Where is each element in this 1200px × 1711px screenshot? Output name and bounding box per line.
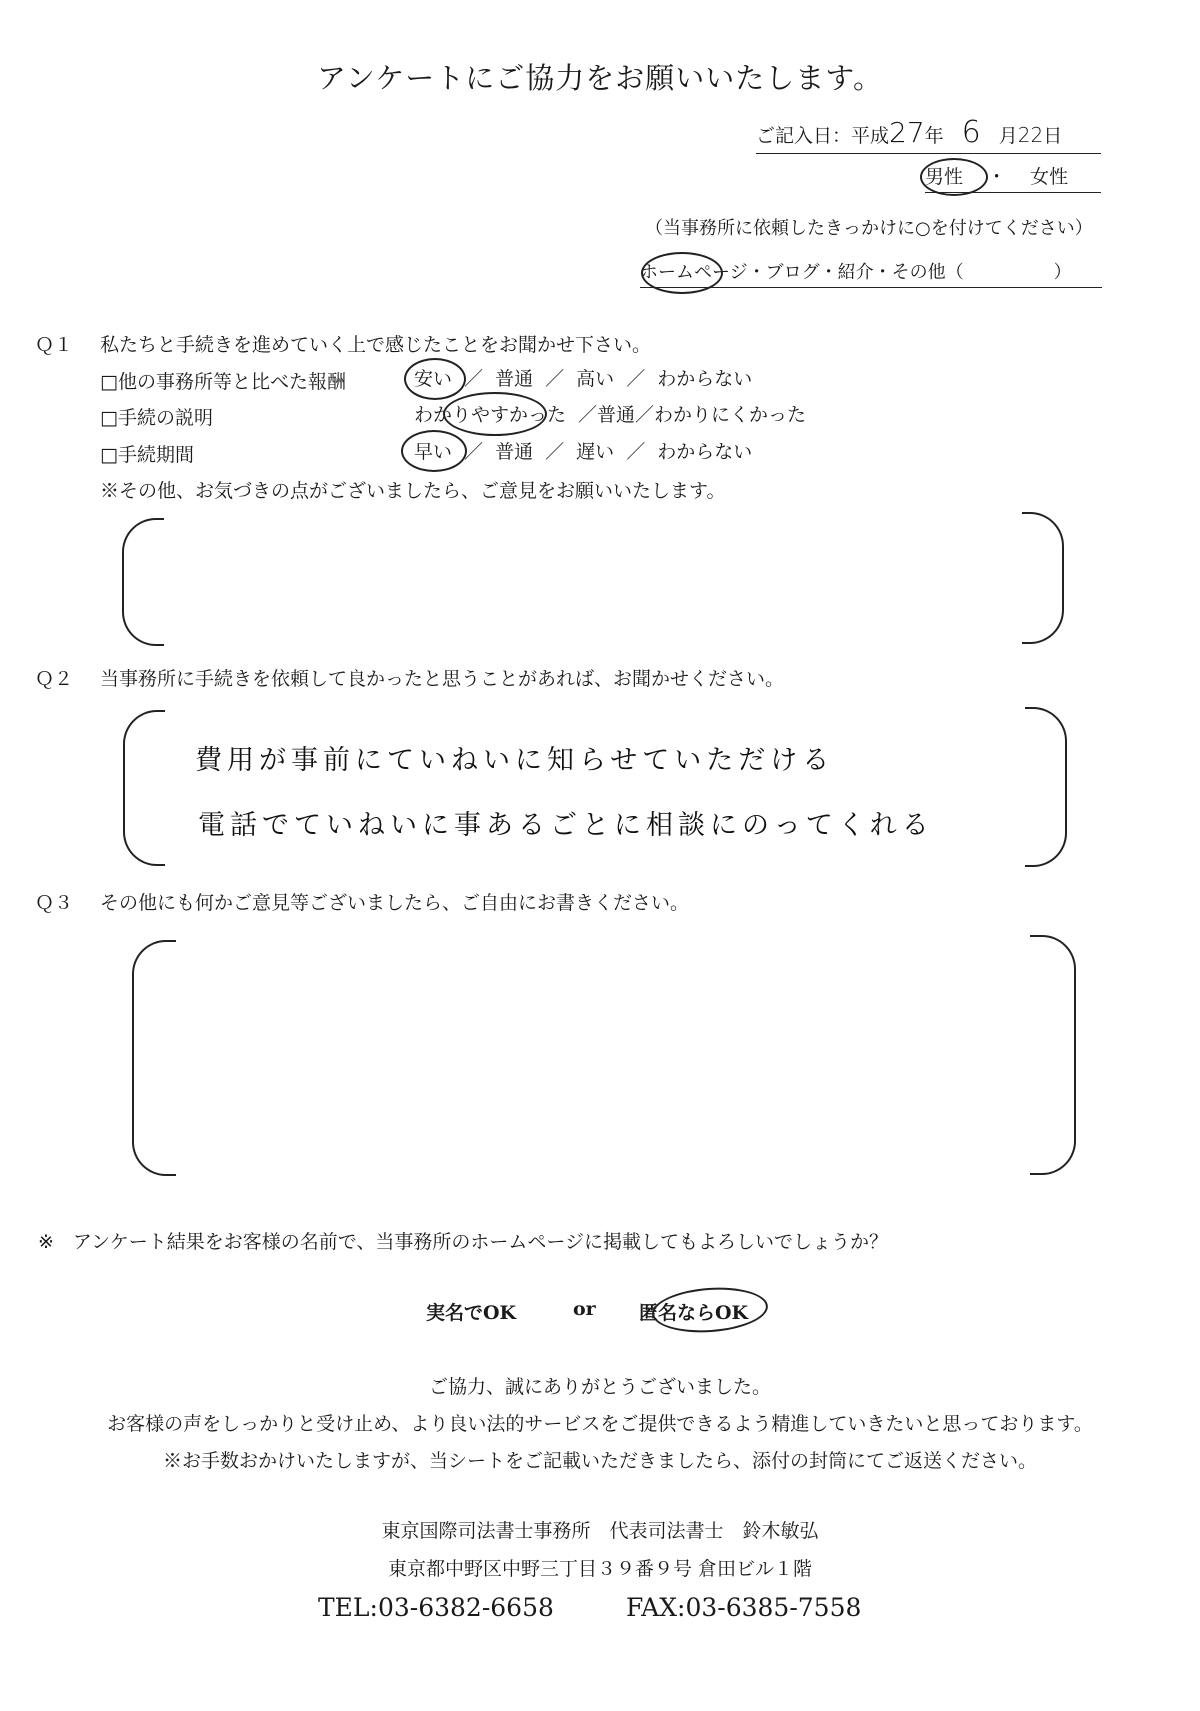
date-line <box>756 115 1101 154</box>
thanks-message: ご協力、誠にありがとうございました。 <box>428 1376 771 1398</box>
office-name: 東京国際司法書士事務所 代表司法書士 鈴木敏弘 <box>381 1520 819 1542</box>
fee-cheap-circle <box>404 358 466 400</box>
q3-answer-bracket-left <box>132 940 176 1176</box>
office-tel: TEL:03-6382-6658 <box>318 1593 554 1622</box>
q2-answer-line-2: 電話でていねいに事あるごとに相談にのってくれる <box>198 810 934 841</box>
homepage-circle <box>641 252 723 294</box>
office-address: 東京都中野区中野三丁目３９番９号 倉田ビル１階 <box>387 1558 813 1580</box>
q1-row-answer: 安い ／ 普通 ／ 高い ／ わからない <box>414 368 753 390</box>
q3-number: Ｑ３ <box>35 892 74 914</box>
q3-question: その他にも何かご意見等ございましたら、ご自由にお書きください。 <box>100 892 690 914</box>
q1-row-label: □手続の説明 <box>100 407 213 429</box>
date-day: 22 <box>1017 123 1044 147</box>
explanation-clear-circle <box>443 392 547 436</box>
publish-question: ※ アンケート結果をお客様の名前で、当事務所のホームページに掲載してもよろしいでしょうか？ <box>38 1231 889 1253</box>
gender-separator: ・ <box>987 166 1007 188</box>
period-fast-circle <box>401 430 467 472</box>
q2-answer-line-1: 費用が事前にていねいに知らせていただける <box>195 745 835 776</box>
trigger-prompt: （当事務所に依頼したきっかけに○を付けてください） <box>645 218 1093 239</box>
q1-row-label: □手続期間 <box>100 444 194 466</box>
male-circle <box>920 158 988 196</box>
q1-answer-bracket-right <box>1022 512 1064 644</box>
q3-answer-bracket-right <box>1030 935 1076 1175</box>
commitment-message: お客様の声をしっかりと受け止め、より良い法的サービスをご提供できるよう精進していきたいと思っております。 <box>107 1413 1093 1435</box>
q1-note: ※その他、お気づきの点がございましたら、ご意見をお願いいたします。 <box>100 480 726 502</box>
date-label: ご記入日：平成 <box>756 125 890 147</box>
gender-male: 男性 <box>925 166 964 188</box>
publish-option-real: 実名でOK <box>426 1302 517 1324</box>
trigger-options: ホームページ・ブログ・紹介・その他（ ） <box>640 258 1102 288</box>
date-month-unit: 月 <box>998 125 1018 147</box>
q1-question: 私たちと手続きを進めていく上で感じたことをお聞かせ下さい。 <box>100 334 652 356</box>
date-month: 6 <box>961 115 981 150</box>
publish-option-anon: 匿名ならOK <box>639 1302 749 1324</box>
q1-row-label: □他の事務所等と比べた報酬 <box>100 371 346 393</box>
q1-answer-bracket-left <box>122 518 164 646</box>
page-title: アンケートにご協力をお願いいたします。 <box>317 61 883 95</box>
date-year-unit: 年 <box>924 125 944 147</box>
date-year: 27 <box>889 116 925 149</box>
gender-female: 女性 <box>1030 166 1069 188</box>
q2-number: Ｑ２ <box>35 668 74 690</box>
q1-row-answer: わかりやすかった ／普通／わかりにくかった <box>414 404 807 426</box>
date-day-unit: 日 <box>1043 125 1063 147</box>
office-fax: FAX:03-6385-7558 <box>626 1593 862 1622</box>
q2-question: 当事務所に手続きを依頼して良かったと思うことがあれば、お聞かせください。 <box>100 668 785 690</box>
return-note: ※お手数おかけいたしますが、当シートをご記載いただきましたら、添付の封筒にてご返送ください。 <box>162 1450 1037 1472</box>
q2-answer-bracket-left <box>123 710 165 866</box>
q1-number: Ｑ１ <box>35 334 74 356</box>
q1-row-answer: 早い ／ 普通 ／ 遅い ／ わからない <box>414 441 753 463</box>
anonymous-ok-circle <box>651 1284 770 1336</box>
publish-or: or <box>573 1298 596 1320</box>
q2-answer-bracket-right <box>1025 707 1067 867</box>
